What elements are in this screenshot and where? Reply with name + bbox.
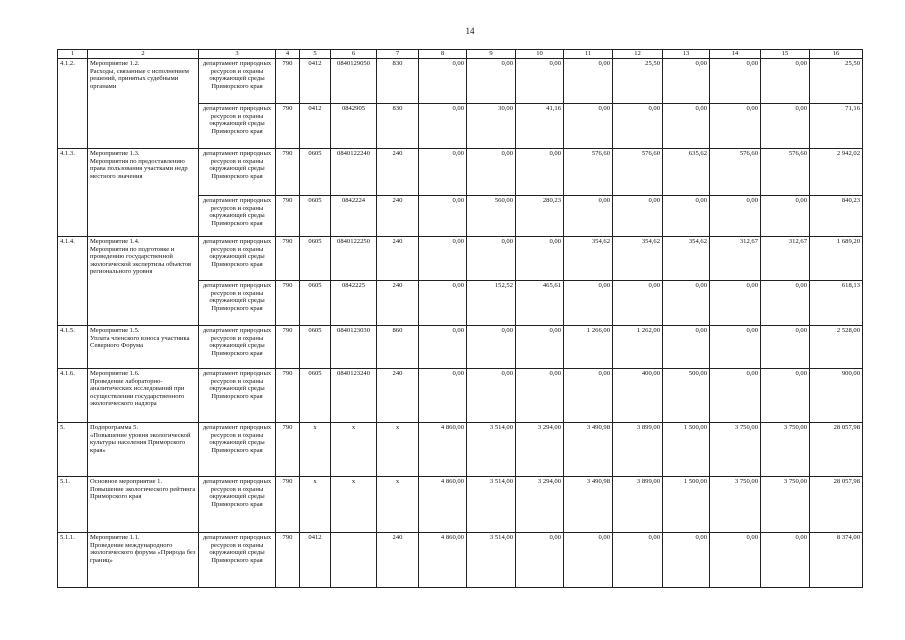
value-cell-col11: 0,00: [564, 533, 613, 588]
value-cell-col12: 0,00: [613, 281, 663, 326]
measure-description: Проведение международного экологического форума «Природа без границ»: [90, 541, 196, 564]
value-cell-col8: 4 860,00: [419, 533, 467, 588]
code-cell-col6: x: [331, 423, 377, 477]
table-body: [58, 59, 863, 588]
measure-title: Мероприятие 1.5.: [90, 327, 140, 334]
measure-description: Расходы, связанные с исполнением решений, принятых судебными органами: [90, 67, 189, 90]
value-cell-col15: 0,00: [761, 533, 810, 588]
row-number: 4.1.6.: [58, 369, 88, 423]
value-cell-col11: 354,62: [564, 237, 613, 281]
value-cell-col10: 3 294,00: [516, 423, 564, 477]
code-cell-col7: 240: [377, 149, 419, 196]
code-cell-col4: 790: [276, 237, 300, 281]
value-cell-col9: 30,00: [467, 104, 516, 149]
measure-name: [88, 369, 199, 423]
value-cell-col14: 0,00: [710, 326, 761, 369]
measure-name: [88, 237, 199, 326]
table-row: [58, 59, 863, 104]
value-cell-col11: 0,00: [564, 59, 613, 104]
code-cell-col7: 240: [377, 196, 419, 237]
value-cell-col15: 3 750,00: [761, 423, 810, 477]
code-cell-col4: 790: [276, 326, 300, 369]
value-cell-col16: 28 057,98: [810, 423, 863, 477]
value-cell-col15: 0,00: [761, 326, 810, 369]
code-cell-col5: 0605: [300, 149, 331, 196]
code-cell-col6: 0840123240: [331, 369, 377, 423]
code-cell-col4: 790: [276, 477, 300, 533]
value-cell-col10: 280,23: [516, 196, 564, 237]
value-cell-col15: 3 750,00: [761, 477, 810, 533]
value-cell-col11: 576,60: [564, 149, 613, 196]
table-row: [58, 423, 863, 477]
code-cell-col5: 0605: [300, 281, 331, 326]
code-cell-col6: 0842905: [331, 104, 377, 149]
column-header-12: 12: [613, 50, 663, 59]
code-cell-col4: 790: [276, 104, 300, 149]
code-cell-col4: 790: [276, 59, 300, 104]
value-cell-col8: 0,00: [419, 59, 467, 104]
value-cell-col13: 0,00: [663, 59, 710, 104]
value-cell-col13: 354,62: [663, 237, 710, 281]
value-cell-col16: 1 689,20: [810, 237, 863, 281]
value-cell-col9: 3 514,00: [467, 423, 516, 477]
value-cell-col12: 0,00: [613, 104, 663, 149]
value-cell-col16: 840,23: [810, 196, 863, 237]
code-cell-col6: 0842225: [331, 281, 377, 326]
column-header-13: 13: [663, 50, 710, 59]
row-number: 4.1.5.: [58, 326, 88, 369]
column-header-16: 16: [810, 50, 863, 59]
value-cell-col8: 0,00: [419, 237, 467, 281]
row-number: 5.1.1.: [58, 533, 88, 588]
column-header-2: 2: [88, 50, 199, 59]
value-cell-col9: 0,00: [467, 59, 516, 104]
table-row: [58, 326, 863, 369]
value-cell-col12: 1 262,00: [613, 326, 663, 369]
value-cell-col14: 0,00: [710, 104, 761, 149]
code-cell-col6: 0840129050: [331, 59, 377, 104]
value-cell-col11: 3 490,98: [564, 477, 613, 533]
value-cell-col8: 0,00: [419, 104, 467, 149]
column-header-14: 14: [710, 50, 761, 59]
measure-title: Мероприятие 1.2.: [90, 60, 140, 67]
value-cell-col12: 0,00: [613, 533, 663, 588]
code-cell-col4: 790: [276, 423, 300, 477]
department-cell: департамент природных ресурсов и охраны окружающей среды Приморского края: [199, 59, 276, 104]
value-cell-col13: 500,00: [663, 369, 710, 423]
code-cell-col5: 0605: [300, 326, 331, 369]
code-cell-col6: 0842224: [331, 196, 377, 237]
column-header-11: 11: [564, 50, 613, 59]
row-number: 5.1.: [58, 477, 88, 533]
table-row: [58, 477, 863, 533]
value-cell-col12: 576,60: [613, 149, 663, 196]
value-cell-col14: 0,00: [710, 59, 761, 104]
code-cell-col5: x: [300, 477, 331, 533]
measure-name: [88, 423, 199, 477]
value-cell-col11: 0,00: [564, 196, 613, 237]
measure-description: Повышение экологического рейтинга Приморского края: [90, 485, 196, 501]
value-cell-col13: 0,00: [663, 533, 710, 588]
code-cell-col6: [331, 533, 377, 588]
code-cell-col4: 790: [276, 281, 300, 326]
code-cell-col4: 790: [276, 196, 300, 237]
department-cell: департамент природных ресурсов и охраны окружающей среды Приморского края: [199, 533, 276, 588]
value-cell-col15: 0,00: [761, 369, 810, 423]
value-cell-col16: 900,00: [810, 369, 863, 423]
value-cell-col14: 3 750,00: [710, 477, 761, 533]
value-cell-col9: 0,00: [467, 149, 516, 196]
value-cell-col8: 4 860,00: [419, 477, 467, 533]
value-cell-col11: 1 266,00: [564, 326, 613, 369]
value-cell-col14: 0,00: [710, 533, 761, 588]
value-cell-col11: 0,00: [564, 369, 613, 423]
measure-name: [88, 59, 199, 149]
code-cell-col7: x: [377, 477, 419, 533]
code-cell-col6: 0840122250: [331, 237, 377, 281]
code-cell-col6: x: [331, 477, 377, 533]
value-cell-col14: 312,67: [710, 237, 761, 281]
measure-description: «Повышение уровня экологической культуры населения Приморского края»: [90, 431, 191, 454]
code-cell-col5: 0605: [300, 196, 331, 237]
code-cell-col4: 790: [276, 369, 300, 423]
measure-title: Мероприятие 1.3.: [90, 150, 140, 157]
value-cell-col8: 4 860,00: [419, 423, 467, 477]
column-header-1: 1: [58, 50, 88, 59]
value-cell-col9: 3 514,00: [467, 533, 516, 588]
code-cell-col4: 790: [276, 149, 300, 196]
column-header-10: 10: [516, 50, 564, 59]
table-header: [58, 50, 863, 59]
measure-title: Мероприятие 1.4.: [90, 238, 140, 245]
value-cell-col10: 465,61: [516, 281, 564, 326]
value-cell-col15: 576,60: [761, 149, 810, 196]
row-number: 4.1.4.: [58, 237, 88, 326]
column-header-15: 15: [761, 50, 810, 59]
department-cell: департамент природных ресурсов и охраны окружающей среды Приморского края: [199, 237, 276, 281]
code-cell-col5: 0605: [300, 369, 331, 423]
column-header-9: 9: [467, 50, 516, 59]
code-cell-col6: 0840122240: [331, 149, 377, 196]
row-number: 4.1.3.: [58, 149, 88, 237]
value-cell-col10: 0,00: [516, 59, 564, 104]
value-cell-col11: 0,00: [564, 104, 613, 149]
value-cell-col14: 576,60: [710, 149, 761, 196]
value-cell-col10: 0,00: [516, 533, 564, 588]
code-cell-col5: 0605: [300, 237, 331, 281]
code-cell-col7: 830: [377, 104, 419, 149]
header-row: [58, 50, 863, 59]
department-cell: департамент природных ресурсов и охраны окружающей среды Приморского края: [199, 281, 276, 326]
value-cell-col13: 1 500,00: [663, 423, 710, 477]
value-cell-col16: 2 942,02: [810, 149, 863, 196]
measure-name: [88, 326, 199, 369]
value-cell-col8: 0,00: [419, 149, 467, 196]
department-cell: департамент природных ресурсов и охраны окружающей среды Приморского края: [199, 149, 276, 196]
department-cell: департамент природных ресурсов и охраны окружающей среды Приморского края: [199, 326, 276, 369]
value-cell-col13: 0,00: [663, 326, 710, 369]
measure-name: [88, 149, 199, 237]
measure-description: Уплата членского взноса участника Северного Форума: [90, 334, 190, 350]
code-cell-col5: 0412: [300, 533, 331, 588]
value-cell-col8: 0,00: [419, 326, 467, 369]
measure-title: Мероприятие 1.1.: [90, 534, 140, 541]
code-cell-col4: 790: [276, 533, 300, 588]
value-cell-col16: 8 374,00: [810, 533, 863, 588]
code-cell-col7: 240: [377, 533, 419, 588]
measure-title: Основное мероприятие 1.: [90, 478, 163, 485]
department-cell: департамент природных ресурсов и охраны окружающей среды Приморского края: [199, 477, 276, 533]
value-cell-col9: 152,52: [467, 281, 516, 326]
code-cell-col7: x: [377, 423, 419, 477]
value-cell-col16: 25,50: [810, 59, 863, 104]
column-header-8: 8: [419, 50, 467, 59]
value-cell-col15: 312,67: [761, 237, 810, 281]
value-cell-col9: 0,00: [467, 326, 516, 369]
value-cell-col14: 0,00: [710, 369, 761, 423]
value-cell-col9: 3 514,00: [467, 477, 516, 533]
row-number: 4.1.2.: [58, 59, 88, 149]
value-cell-col13: 0,00: [663, 104, 710, 149]
value-cell-col11: 0,00: [564, 281, 613, 326]
table-row: [58, 237, 863, 281]
column-header-7: 7: [377, 50, 419, 59]
value-cell-col8: 0,00: [419, 281, 467, 326]
code-cell-col6: 0840123030: [331, 326, 377, 369]
value-cell-col8: 0,00: [419, 196, 467, 237]
code-cell-col7: 830: [377, 59, 419, 104]
value-cell-col14: 0,00: [710, 281, 761, 326]
measure-description: Мероприятия по предоставлению права пользования участками недр местного значения: [90, 157, 188, 180]
value-cell-col10: 3 294,00: [516, 477, 564, 533]
measure-description: Мероприятия по подготовке и проведению государственной экологической экспертизы объектов регионального уровня: [90, 245, 192, 276]
department-cell: департамент природных ресурсов и охраны окружающей среды Приморского края: [199, 369, 276, 423]
value-cell-col13: 1 500,00: [663, 477, 710, 533]
code-cell-col5: 0412: [300, 59, 331, 104]
budget-table: [57, 49, 863, 588]
value-cell-col12: 0,00: [613, 196, 663, 237]
value-cell-col11: 3 490,98: [564, 423, 613, 477]
value-cell-col9: 0,00: [467, 369, 516, 423]
value-cell-col9: 560,00: [467, 196, 516, 237]
value-cell-col16: 2 528,00: [810, 326, 863, 369]
value-cell-col10: 0,00: [516, 149, 564, 196]
column-header-5: 5: [300, 50, 331, 59]
value-cell-col10: 0,00: [516, 237, 564, 281]
code-cell-col7: 240: [377, 237, 419, 281]
measure-title: Подпрограмма 5.: [90, 424, 139, 431]
value-cell-col8: 0,00: [419, 369, 467, 423]
value-cell-col13: 0,00: [663, 281, 710, 326]
measure-name: [88, 477, 199, 533]
code-cell-col5: x: [300, 423, 331, 477]
table-row: [58, 149, 863, 196]
measure-title: Мероприятие 1.6.: [90, 370, 140, 377]
measure-description: Проведение лабораторно-аналитических исследований при осуществлении государственного экологического надзора: [90, 377, 185, 408]
value-cell-col12: 3 899,00: [613, 423, 663, 477]
value-cell-col9: 0,00: [467, 237, 516, 281]
department-cell: департамент природных ресурсов и охраны окружающей среды Приморского края: [199, 196, 276, 237]
value-cell-col14: 3 750,00: [710, 423, 761, 477]
column-header-6: 6: [331, 50, 377, 59]
value-cell-col12: 3 899,00: [613, 477, 663, 533]
column-header-4: 4: [276, 50, 300, 59]
value-cell-col15: 0,00: [761, 196, 810, 237]
value-cell-col12: 400,00: [613, 369, 663, 423]
value-cell-col15: 0,00: [761, 281, 810, 326]
value-cell-col16: 28 057,98: [810, 477, 863, 533]
value-cell-col12: 354,62: [613, 237, 663, 281]
value-cell-col16: 71,16: [810, 104, 863, 149]
measure-name: [88, 533, 199, 588]
value-cell-col16: 618,13: [810, 281, 863, 326]
value-cell-col10: 0,00: [516, 369, 564, 423]
code-cell-col7: 240: [377, 369, 419, 423]
department-cell: департамент природных ресурсов и охраны окружающей среды Приморского края: [199, 423, 276, 477]
table-row: [58, 533, 863, 588]
value-cell-col13: 635,62: [663, 149, 710, 196]
value-cell-col10: 0,00: [516, 326, 564, 369]
row-number: 5.: [58, 423, 88, 477]
value-cell-col10: 41,16: [516, 104, 564, 149]
code-cell-col7: 240: [377, 281, 419, 326]
department-cell: департамент природных ресурсов и охраны окружающей среды Приморского края: [199, 104, 276, 149]
table-row: [58, 369, 863, 423]
value-cell-col15: 0,00: [761, 59, 810, 104]
value-cell-col15: 0,00: [761, 104, 810, 149]
column-header-3: 3: [199, 50, 276, 59]
code-cell-col7: 860: [377, 326, 419, 369]
value-cell-col13: 0,00: [663, 196, 710, 237]
code-cell-col5: 0412: [300, 104, 331, 149]
page-number: 14: [465, 26, 475, 36]
value-cell-col14: 0,00: [710, 196, 761, 237]
value-cell-col12: 25,50: [613, 59, 663, 104]
